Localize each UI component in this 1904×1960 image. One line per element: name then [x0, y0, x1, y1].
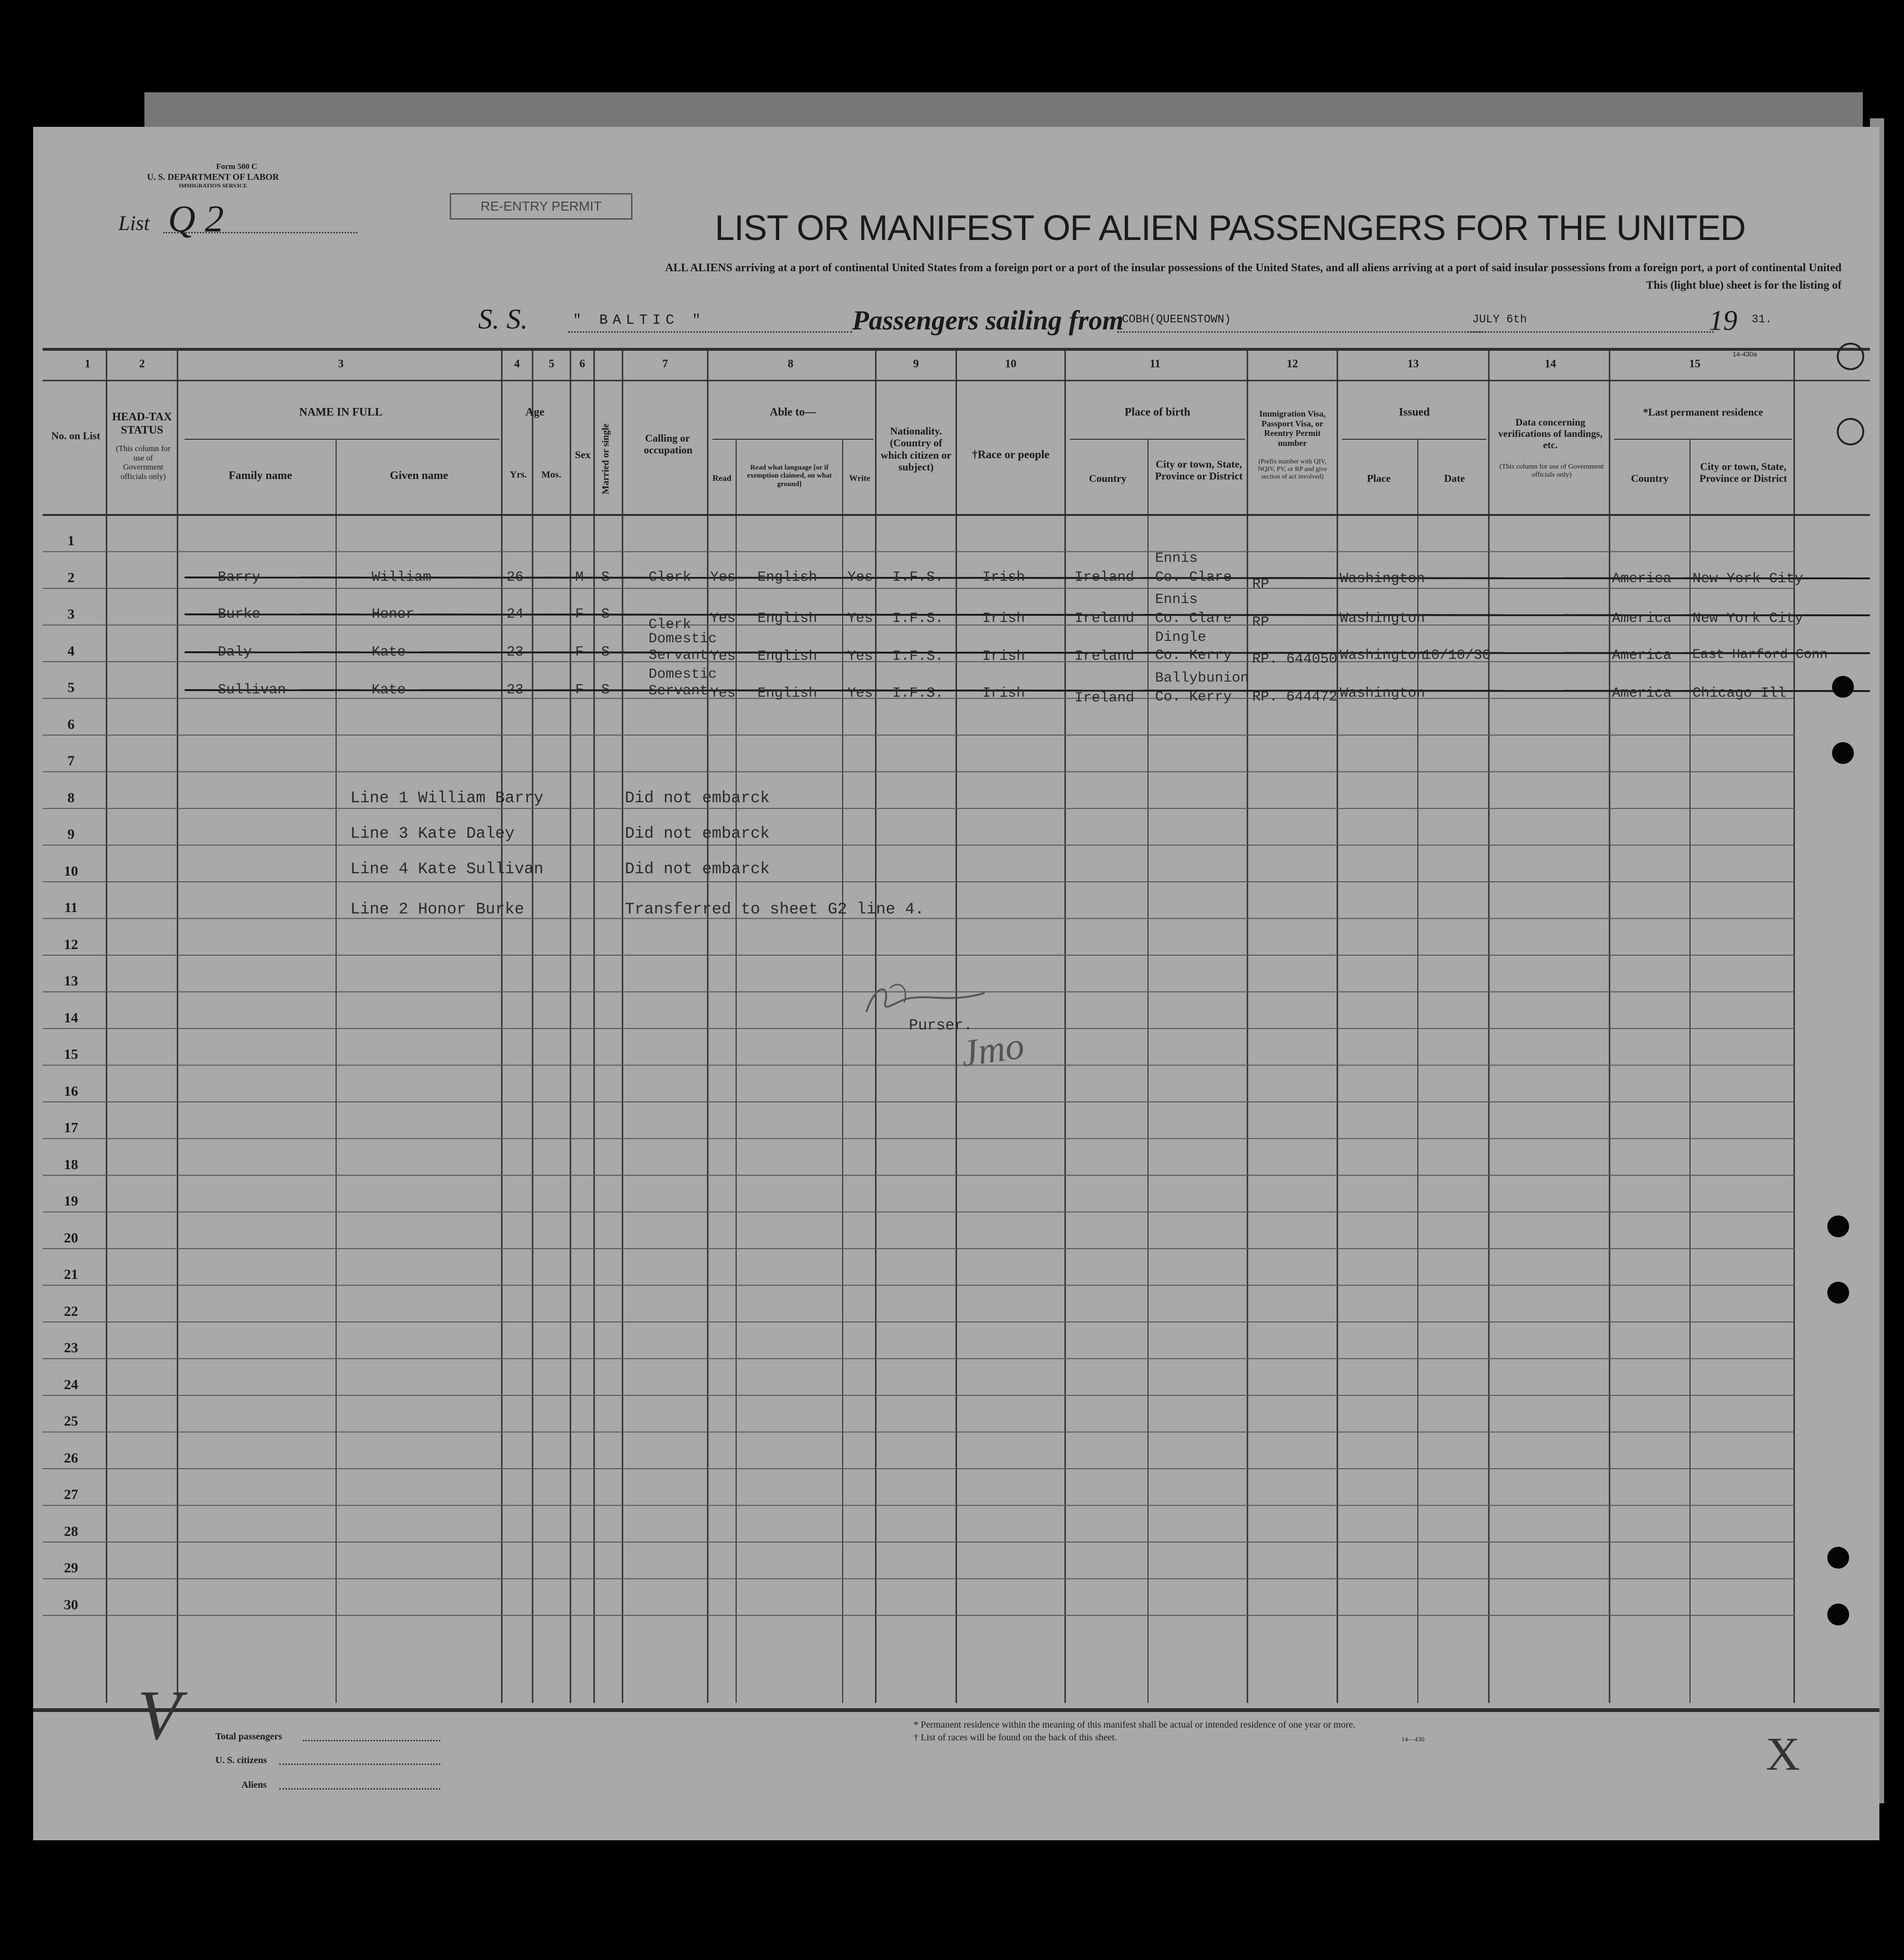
manifest-sheet [33, 127, 1879, 1840]
header-family-name: Family name [229, 470, 292, 482]
column-number: 4 [514, 358, 520, 370]
header-head-tax: HEAD-TAX STATUS [112, 411, 172, 436]
issued-place: Washington [1340, 647, 1425, 664]
remark-line: Line 2 Honor Burke [350, 901, 525, 919]
header-able-to: Able to— [770, 406, 816, 418]
header-place-of-birth: Place of birth [1124, 406, 1191, 418]
row-number: 8 [67, 789, 75, 806]
remark-line: Line 1 William Barry [350, 789, 544, 807]
visa-number: RP. 644050 [1252, 651, 1338, 667]
age-years: 23 [507, 682, 524, 698]
row-number: 26 [64, 1450, 78, 1466]
footer-check-mark: V [137, 1676, 181, 1755]
footer-total-passengers: Total passengers [215, 1731, 282, 1742]
sailing-label: Passengers sailing from [852, 305, 1124, 336]
header-city-town: City or town, State, Province or District [1155, 458, 1243, 482]
header-race: †Race or people [972, 449, 1050, 461]
occupation: Servant [649, 647, 709, 664]
row-number: 7 [67, 753, 75, 769]
read: Yes [710, 611, 736, 627]
residence-city: New York City [1692, 611, 1804, 627]
punch-hole-icon [1832, 676, 1854, 698]
residence-country: America [1612, 685, 1672, 701]
row-number: 14 [64, 1010, 78, 1026]
remark-line: Line 4 Kate Sullivan [350, 860, 544, 878]
footer-total-dots [303, 1740, 440, 1741]
row-number: 28 [64, 1523, 78, 1539]
occupation: Clerk [649, 569, 692, 585]
issued-place: Washington [1340, 571, 1425, 587]
column-number: 12 [1287, 358, 1298, 370]
given-name: William [372, 569, 432, 585]
header-read-language: Read what language [or if exemption claimed, on what ground] [747, 464, 832, 488]
header-calling: Calling or occupation [644, 432, 693, 456]
age-years: 26 [507, 569, 524, 585]
row-number: 30 [64, 1596, 78, 1613]
port-name: COBH(QUEENSTOWN) [1122, 313, 1231, 326]
birth-city-line1: Ennis [1155, 550, 1198, 567]
marital-status: S [601, 569, 610, 585]
row-number: 17 [64, 1120, 78, 1135]
given-name: Honor [372, 606, 415, 622]
nationality: I.F.S. [892, 685, 944, 701]
row-number: 15 [64, 1047, 78, 1062]
sailing-date: JULY 6th [1472, 313, 1527, 326]
given-name: Kate [372, 644, 406, 660]
write: Yes [847, 611, 873, 627]
year-suffix: 31. [1752, 313, 1772, 326]
row-number: 12 [64, 936, 78, 952]
marital-status: S [601, 606, 610, 622]
header-res-country: Country [1631, 472, 1669, 484]
ring-hole-icon [1837, 343, 1864, 370]
header-read: Read [712, 473, 731, 483]
nationality: I.F.S. [892, 569, 944, 585]
row-number: 20 [64, 1230, 78, 1246]
punch-hole-icon [1827, 1604, 1849, 1625]
family-name: Daly [218, 644, 252, 660]
header-visa: Immigration Visa, Passport Visa, or Reentry Permit number [1259, 409, 1326, 448]
birth-city-line1: Ennis [1155, 592, 1198, 608]
column-number: 14 [1545, 358, 1556, 370]
family-name: Sullivan [218, 682, 286, 698]
footer-aliens-dots [279, 1788, 440, 1790]
row-number: 27 [64, 1487, 78, 1502]
punch-hole-icon [1827, 1547, 1849, 1569]
birth-city-line2: Co. Clare [1155, 611, 1232, 627]
header-last-residence: *Last permanent residence [1643, 406, 1763, 418]
residence-country: America [1612, 571, 1672, 587]
subtitle-line-1: ALL ALIENS arriving at a port of continental United States from a foreign port or a port of the insular possessions of the United States, and all aliens arriving at a port of said insular possessions from a foreign port, a port of continental United [665, 262, 1842, 274]
occupation-line1: Domestic [649, 631, 717, 647]
row-number: 25 [64, 1413, 78, 1429]
list-label: List [118, 212, 150, 235]
sex: F [575, 682, 584, 698]
footer-us-citizens: U. S. citizens [215, 1755, 267, 1765]
reentry-permit-stamp: RE-ENTRY PERMIT [450, 193, 632, 220]
column-number: 3 [338, 358, 344, 370]
birth-country: Ireland [1075, 690, 1135, 706]
corner-code: 14-430a [1733, 350, 1757, 358]
birth-country: Ireland [1075, 569, 1135, 585]
header-given-name: Given name [390, 470, 448, 482]
page-edge-back [144, 92, 1863, 130]
purser-initials: Jmo [958, 1025, 1027, 1075]
age-years: 24 [507, 606, 524, 622]
header-mos: Mos. [541, 470, 561, 480]
language: English [757, 685, 818, 701]
header-head-tax-note: (This column for use of Government officials only) [116, 444, 171, 481]
write: Yes [847, 569, 873, 585]
issued-place: Washington [1340, 685, 1425, 701]
family-name: Barry [218, 569, 261, 585]
header-no-on-list: No. on List [51, 430, 100, 442]
purser-label: Purser. [909, 1017, 973, 1034]
read: Yes [710, 648, 736, 665]
header-name-in-full: NAME IN FULL [299, 406, 383, 418]
residence-country: America [1612, 647, 1672, 664]
sex: F [575, 644, 584, 660]
punch-hole-icon [1832, 742, 1854, 764]
punch-hole-icon [1827, 1282, 1849, 1304]
header-data-note: (This column for use of Government officials only) [1499, 463, 1604, 479]
issued-place: Washington [1340, 611, 1425, 627]
header-place: Place [1367, 472, 1391, 484]
ring-hole-icon [1837, 418, 1864, 445]
manifest-title: LIST OR MANIFEST OF ALIEN PASSENGERS FOR THE UNITED [715, 208, 1746, 248]
remark-text: Did not embarck [625, 825, 770, 843]
footnote-residence: * Permanent residence within the meaning of this manifest shall be actual or intended residence of one year or more. [914, 1720, 1356, 1730]
list-value: Q 2 [168, 198, 224, 240]
race: Irish [982, 611, 1025, 627]
row-number: 19 [64, 1193, 78, 1209]
row-number: 3 [67, 606, 75, 622]
remark-line: Line 3 Kate Daley [350, 825, 515, 843]
column-number: 9 [913, 358, 919, 370]
birth-city-line2: Co. Kerry [1155, 647, 1232, 664]
occupation-line1: Domestic [649, 666, 717, 683]
header-issued: Issued [1398, 406, 1430, 418]
birth-city-line2: Co. Kerry [1155, 689, 1232, 705]
header-data-concerning: Data concerning verifications of landings, etc. [1498, 417, 1602, 451]
header-date: Date [1444, 472, 1465, 484]
header-write: Write [849, 473, 871, 483]
residence-city: East Harford Conn [1692, 647, 1828, 662]
punch-hole-icon [1827, 1215, 1849, 1237]
footer-aliens: Aliens [241, 1780, 267, 1790]
birth-country: Ireland [1075, 611, 1135, 627]
language: English [757, 569, 818, 585]
marital-status: S [601, 644, 610, 660]
birth-city-line1: Ballybunion [1155, 670, 1249, 686]
birth-city-line1: Dingle [1155, 630, 1207, 646]
row-number: 18 [64, 1156, 78, 1172]
remark-text: Transferred to sheet G2 line 4. [625, 901, 925, 919]
ss-label: S. S. [478, 303, 528, 335]
race: Irish [982, 648, 1025, 665]
header-sex: Sex [575, 449, 591, 461]
ship-name: " BALTIC " [573, 312, 706, 328]
header-visa-note: (Prefix number with QIV, NQIV, PV, or RP and give section of act involved) [1257, 458, 1327, 481]
write: Yes [847, 685, 873, 701]
row-number: 2 [67, 569, 75, 585]
occupation: Servant [649, 683, 709, 699]
header-nationality: Nationality. (Country of which citizen or subject) [881, 425, 952, 473]
subtitle-line-2: This (light blue) sheet is for the listing of [1646, 279, 1842, 292]
visa-number: RP [1252, 614, 1270, 630]
row-number: 22 [64, 1303, 78, 1319]
write: Yes [847, 648, 873, 665]
form-number: Form 500 C [216, 162, 258, 171]
birth-city-line2: Co. Clare [1155, 569, 1232, 585]
read: Yes [710, 685, 736, 701]
footer-form-code: 14—430 [1401, 1736, 1424, 1743]
footnote-races: † List of races will be found on the back of this sheet. [914, 1732, 1117, 1743]
row-number: 21 [64, 1267, 78, 1282]
remark-text: Did not embarck [625, 860, 770, 878]
column-number: 6 [579, 358, 585, 370]
visa-number: RP [1252, 576, 1270, 593]
column-number: 8 [788, 358, 793, 370]
row-number: 6 [67, 716, 75, 732]
header-res-city: City or town, State, Province or District [1699, 461, 1787, 485]
row-number: 5 [67, 680, 75, 695]
footer-x-mark: X [1766, 1728, 1800, 1780]
footer-us-dots [279, 1764, 440, 1765]
race: Irish [982, 685, 1025, 701]
service-name: IMMIGRATION SERVICE [178, 182, 248, 189]
visa-number: RP. 644472 [1252, 689, 1338, 705]
column-number: 15 [1689, 358, 1700, 370]
nationality: I.F.S. [892, 611, 944, 627]
given-name: Kate [372, 682, 406, 698]
row-number: 1 [67, 533, 75, 549]
issued-date: 10/10/30 [1423, 647, 1491, 664]
birth-country: Ireland [1075, 648, 1135, 665]
column-number: 5 [549, 358, 554, 370]
column-number: 2 [139, 358, 145, 370]
row-number: 13 [64, 973, 78, 989]
residence-city: Chicago Ill [1692, 685, 1787, 701]
header-married: Married or single [600, 423, 611, 495]
row-number: 29 [64, 1560, 78, 1576]
header-country: Country [1089, 472, 1127, 484]
row-number: 9 [67, 826, 75, 842]
age-years: 23 [507, 644, 524, 660]
remark-text: Did not embarck [625, 789, 770, 807]
year-prefix: 19 [1709, 305, 1737, 336]
row-number: 4 [67, 643, 75, 659]
column-number: 1 [85, 358, 90, 370]
header-age: Age [525, 406, 544, 418]
language: English [757, 648, 818, 665]
row-number: 11 [64, 900, 78, 915]
residence-country: America [1612, 611, 1672, 627]
row-number: 24 [64, 1376, 78, 1392]
row-number: 10 [64, 863, 78, 879]
family-name: Burke [218, 606, 261, 622]
row-number: 23 [64, 1340, 78, 1356]
row-number: 16 [64, 1083, 78, 1099]
column-number: 10 [1005, 358, 1016, 370]
column-number: 11 [1149, 358, 1161, 370]
department-name: U. S. DEPARTMENT OF LABOR [147, 172, 279, 182]
column-number: 13 [1407, 358, 1419, 370]
marital-status: S [601, 682, 610, 698]
sex: M [575, 569, 584, 585]
header-yrs: Yrs. [509, 470, 527, 480]
race: Irish [982, 569, 1025, 585]
residence-city: New York City [1692, 571, 1804, 587]
language: English [757, 611, 818, 627]
column-number: 7 [662, 358, 668, 370]
nationality: I.F.S. [892, 648, 944, 665]
occupation: Clerk [649, 617, 692, 633]
read: Yes [710, 569, 736, 585]
sex: F [575, 606, 584, 622]
